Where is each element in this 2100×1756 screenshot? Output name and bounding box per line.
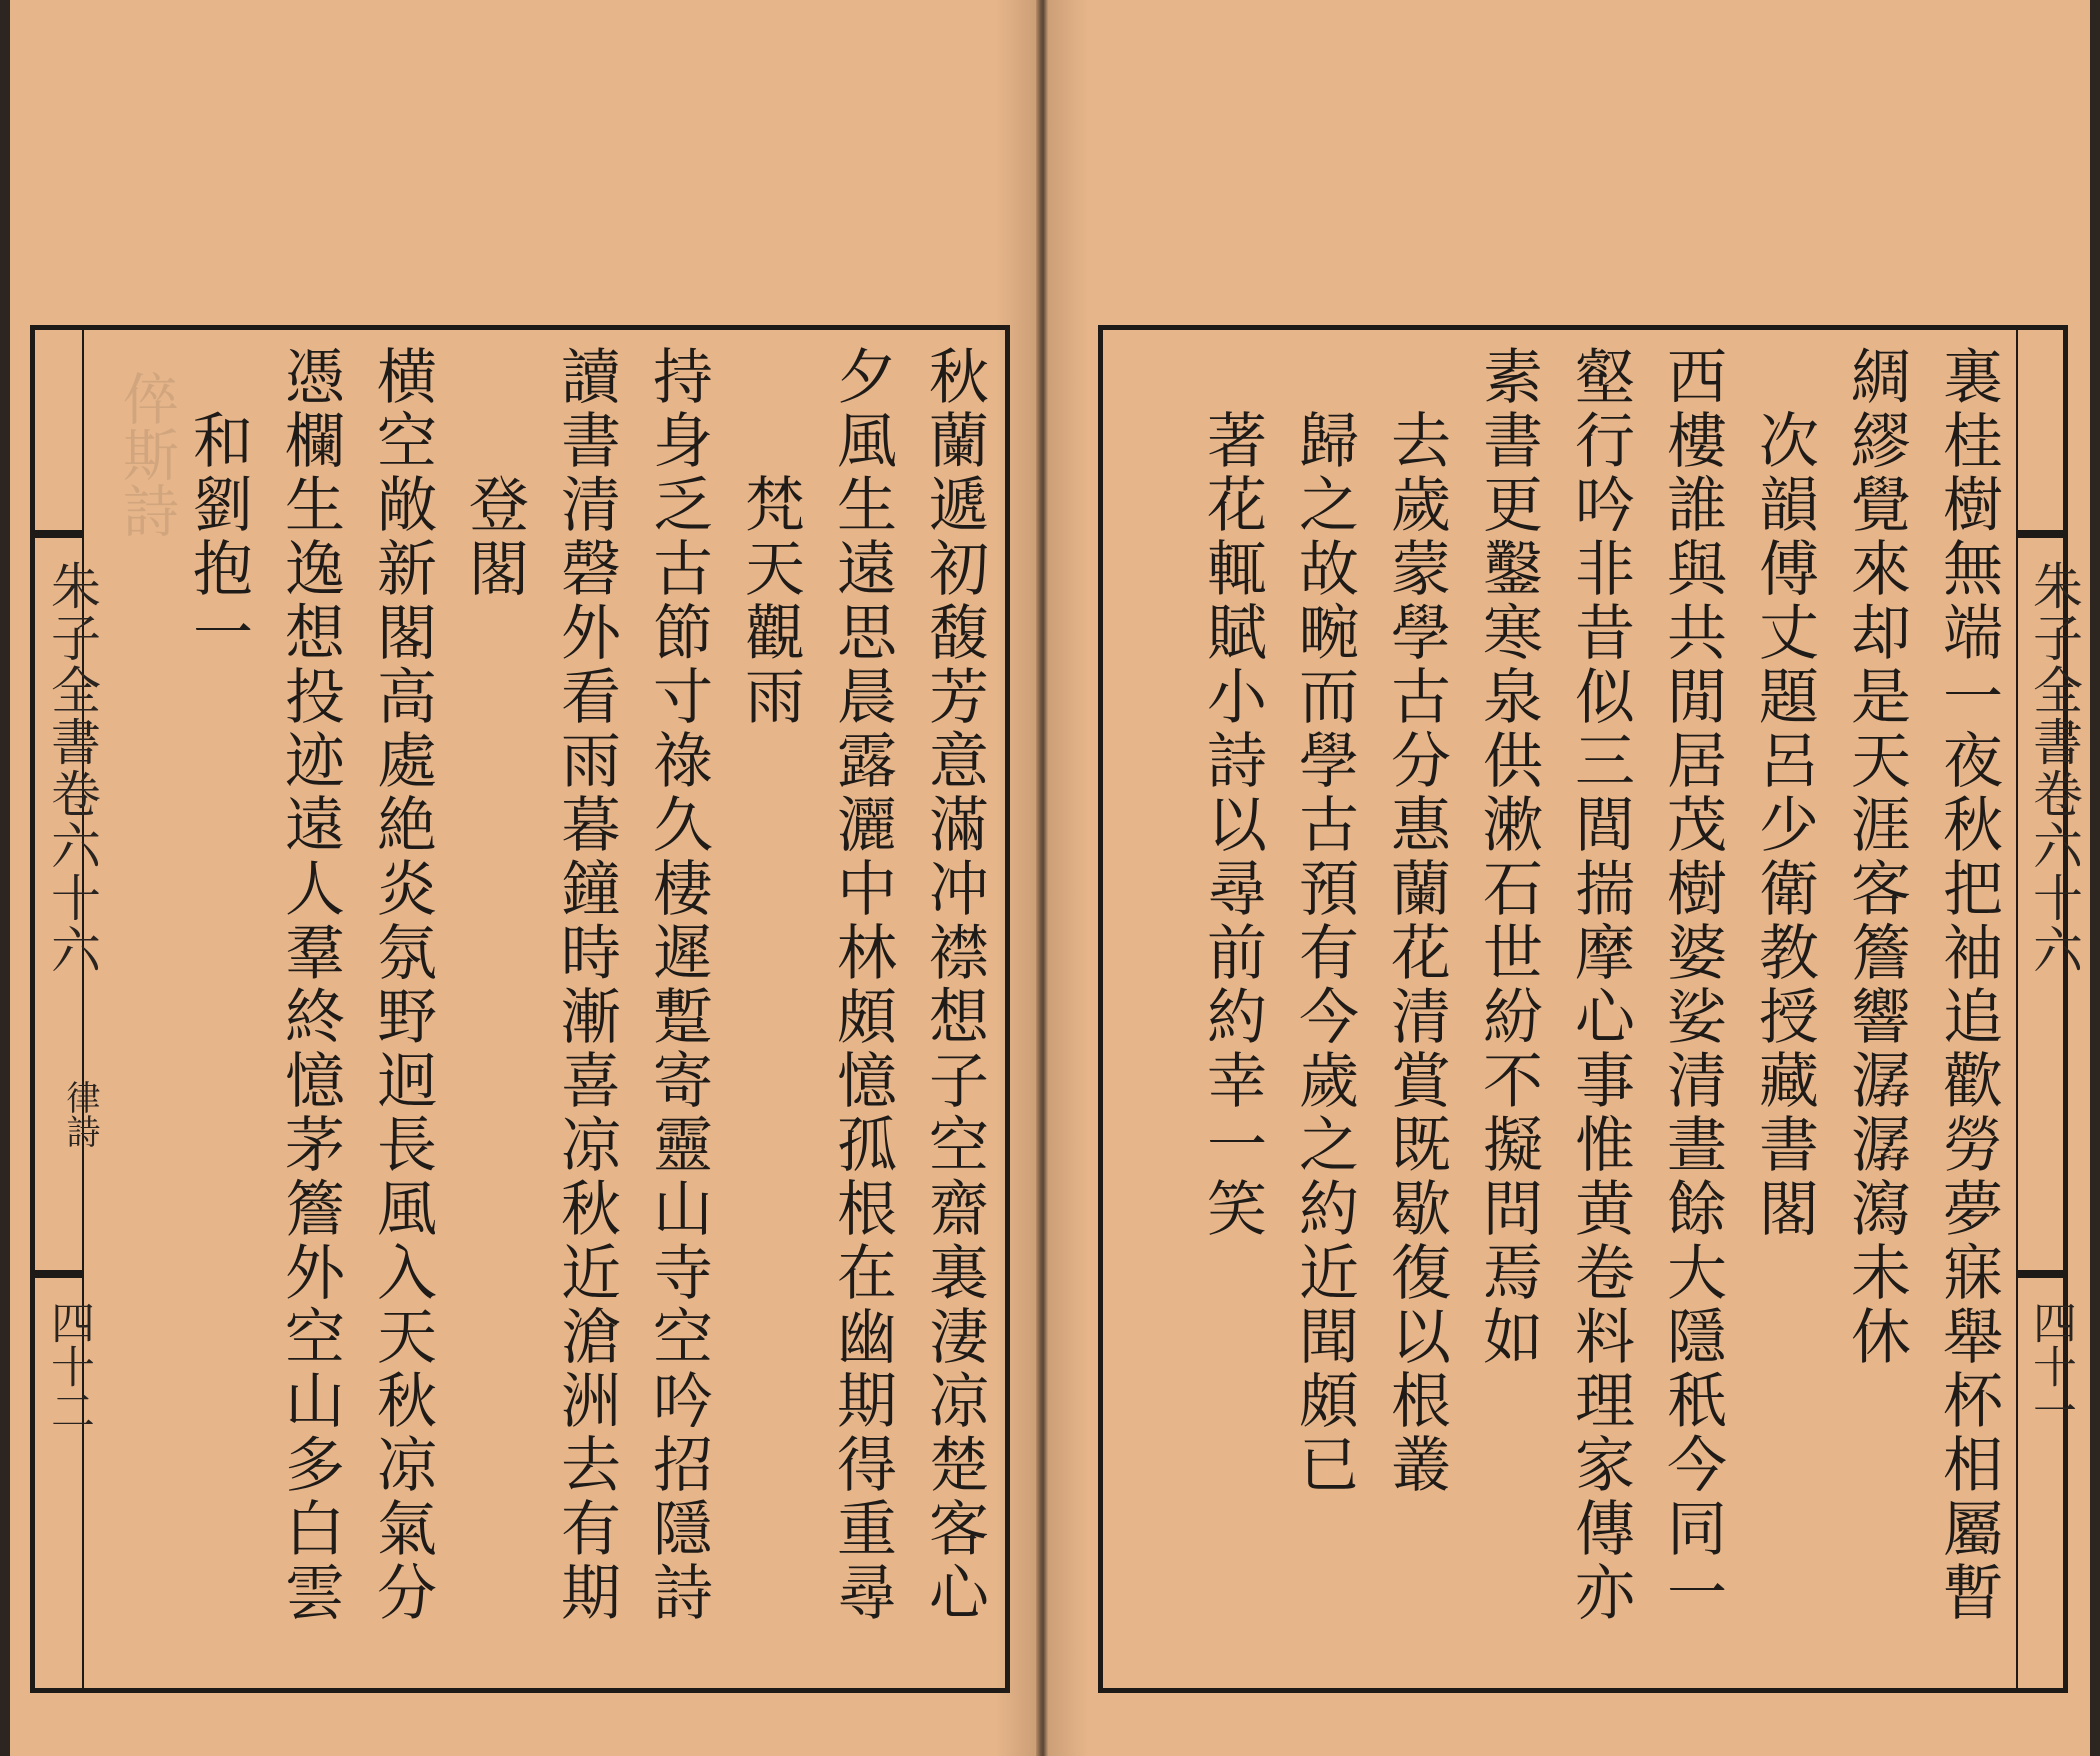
right_page-text-column: 歸之故畹而學古預有今歲之約近聞頗已 (1289, 409, 1359, 1497)
right-page (1048, 0, 2100, 1756)
right-fishtail-bottom (2018, 1270, 2066, 1278)
left-page (0, 0, 1036, 1756)
left-margin-folio: 四十二 (43, 1300, 94, 1432)
left-margin-category: 律詩 (60, 1080, 100, 1148)
left-fishtail-bottom (34, 1270, 82, 1278)
right_page-text-column: 裏桂樹無端一夜秋把袖追歡勞夢寐舉杯相屬暫 (1933, 345, 2003, 1625)
left-margin-title: 朱子全書卷六十六 (43, 560, 101, 976)
left_page-text-column: 讀書清磬外看雨暮鐘時漸喜凉秋近滄洲去有期 (551, 345, 621, 1625)
right_page-text-column: 次韻傅丈題呂少衛教授藏書閣 (1749, 409, 1819, 1241)
right_page-text-column: 素書更鑿寒泉供漱石世紛不擬問焉如 (1473, 345, 1543, 1369)
left_page-text-column: 横空敞新閣高處絶炎氛野迥長風入天秋凉氣分 (367, 345, 437, 1625)
left-fishtail-top (34, 530, 82, 538)
right-fishtail-top (2018, 530, 2066, 538)
right_page-text-column: 壑行吟非昔似三閭揣摩心事惟黄卷料理家傳亦 (1565, 345, 1635, 1625)
right-page-edge (2090, 0, 2100, 1756)
left_page-text-column: 和劉抱一 (183, 409, 253, 665)
gutter (1036, 0, 1048, 1756)
left_page-text-column: 登閣 (459, 473, 529, 601)
right_page-text-column: 西樓誰與共閒居茂樹婆娑清晝餘大隱秖今同一 (1657, 345, 1727, 1625)
right_page-text-column: 去歲蒙學古分惠蘭花清賞既歇復以根叢 (1381, 409, 1451, 1497)
left_page-text-column: 持身乏古節寸祿久棲遲蹔寄靈山寺空吟招隱詩 (643, 345, 713, 1625)
bleed-through: 倅斯詩 (114, 370, 179, 538)
right-margin-folio: 四十一 (2025, 1300, 2076, 1432)
right_page-text-column: 綢繆覺來却是天涯客簷響潺潺瀉未休 (1841, 345, 1911, 1369)
left_page-text-column: 夕風生遠思晨露灑中林頗憶孤根在幽期得重尋 (827, 345, 897, 1625)
left_page-text-column: 秋蘭遞初馥芳意滿冲襟想子空齋裏淒凉楚客心 (919, 345, 989, 1625)
left-page-edge (0, 0, 10, 1756)
right_page-text-column: 著花輒賦小詩以尋前約幸一笑 (1197, 409, 1267, 1241)
left_page-text-column: 梵天觀雨 (735, 473, 805, 729)
left_page-text-column: 憑欄生逸想投迹遠人羣終憶茅簷外空山多白雲 (275, 345, 345, 1625)
right-margin-title: 朱子全書卷六十六 (2025, 560, 2083, 976)
